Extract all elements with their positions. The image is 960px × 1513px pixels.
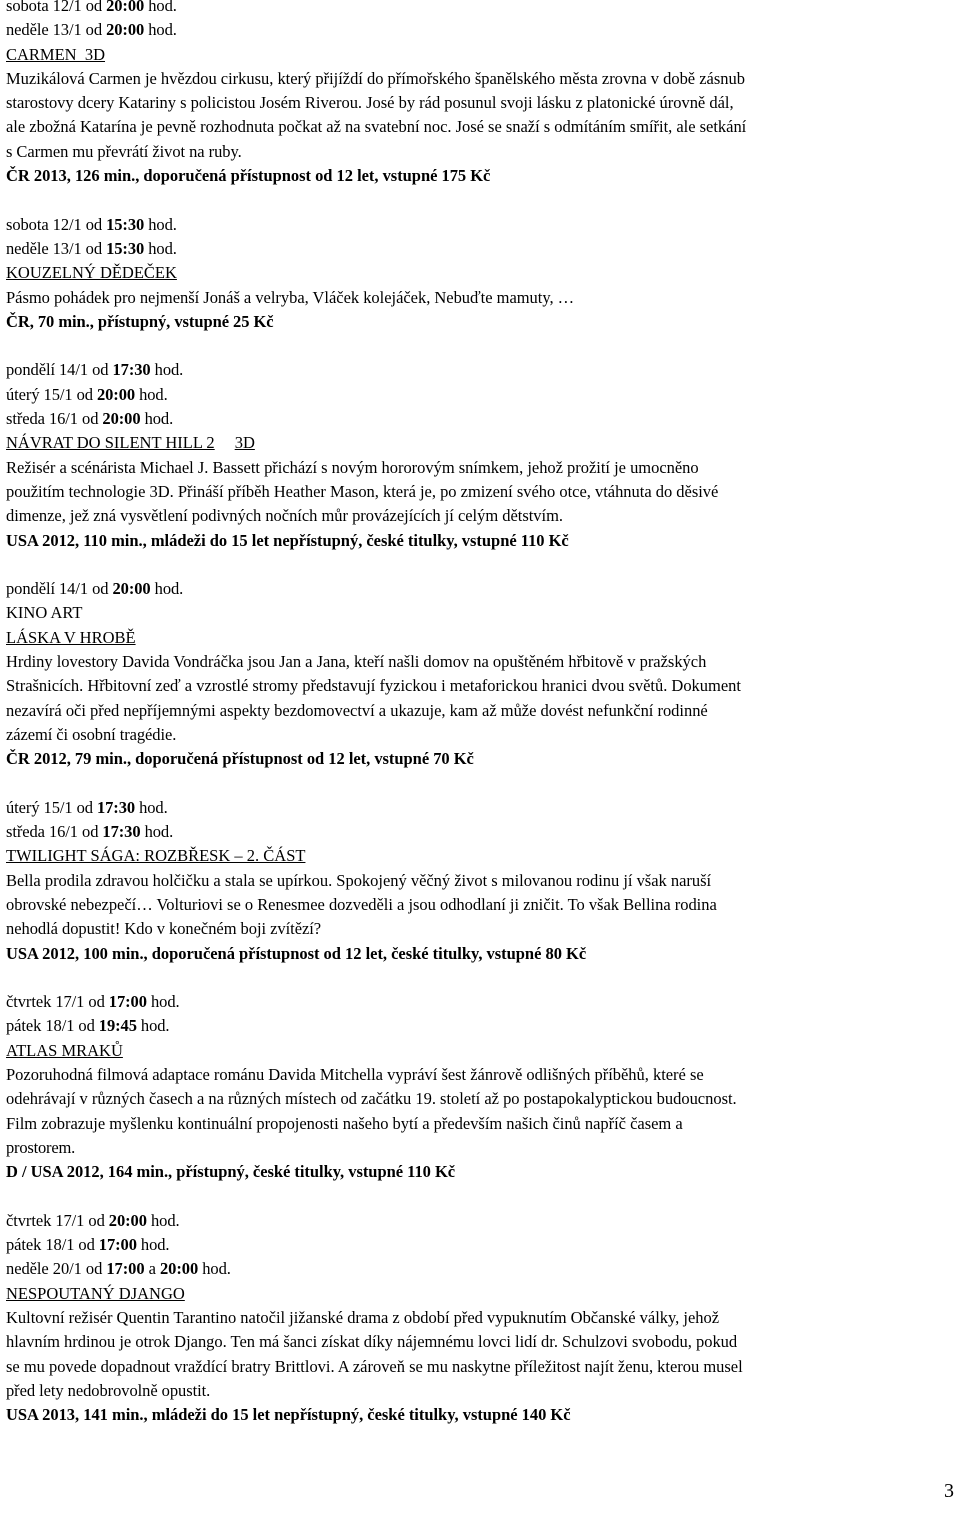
film-title: TWILIGHT SÁGA: ROZBŘESK – 2. ČÁST <box>6 846 306 866</box>
date-suffix: hod. <box>135 384 168 404</box>
date-suffix: hod. <box>150 579 184 599</box>
film-description-line: Režisér a scénárista Michael J. Bassett přichází s novým hororovým snímkem, jehož prožití je umocněno <box>6 457 699 477</box>
film-info: ČR 2013, 126 min., doporučená přístupnost od 12 let, vstupné 175 Kč <box>6 166 491 186</box>
entry-spacer <box>6 553 956 577</box>
screening-date <box>6 820 956 844</box>
date-prefix: pátek 18/1 od <box>6 1235 99 1255</box>
film-description-line: obrovské nebezpečí… Volturiovi se o Renesmee dozveděli a jsou odhodlaní ji zničit. To však Bellina rodina <box>6 894 717 914</box>
screening-date <box>6 1209 956 1233</box>
date-suffix: hod. <box>150 360 184 380</box>
entry-spacer <box>6 188 956 212</box>
screening-time: 15:30 <box>106 214 145 234</box>
date-prefix: středa 16/1 od <box>6 409 103 429</box>
film-title-row <box>6 626 956 650</box>
film-info: USA 2012, 100 min., doporučená přístupnost od 12 let, české titulky, vstupné 80 Kč <box>6 943 587 963</box>
date-suffix: hod. <box>144 214 177 234</box>
date-suffix: hod. <box>198 1259 231 1279</box>
venue-label: KINO ART <box>6 603 83 623</box>
film-description-line: Muzikálová Carmen je hvězdou cirkusu, který přijíždí do přímořského španělského města zrovna v době zásnub <box>6 68 745 88</box>
film-description-line: starostovy dcery Katariny s policistou Josém Riverou. José by rád posunul svoji lásku z platonické úrovně dál, <box>6 93 734 113</box>
film-title: KOUZELNÝ DĚDEČEK <box>6 263 177 283</box>
date-suffix: hod. <box>135 797 168 817</box>
film-description-line: Pásmo pohádek pro nejmenší Jonáš a velryba, Vláček kolejáček, Nebuďte mamuty, … <box>6 287 575 307</box>
date-prefix: pondělí 14/1 od <box>6 360 113 380</box>
date-suffix: hod. <box>140 409 174 429</box>
film-entry <box>6 0 956 188</box>
film-description-line: hlavním hrdinou je otrok Django. Ten má šanci získat díky nájemnému lovci lidí dr. Schulzovi svobodu, pokud <box>6 1332 738 1352</box>
film-description-line: Film zobrazuje myšlenku kontinuální propojenosti našeho bytí a především našich činů napříč časem a <box>6 1113 683 1133</box>
screening-date <box>6 1014 956 1038</box>
screening-date <box>6 990 956 1014</box>
date-suffix: hod. <box>144 0 177 15</box>
date-connector: a <box>144 1259 160 1279</box>
date-prefix: pátek 18/1 od <box>6 1016 99 1036</box>
screening-time: 17:00 <box>98 1235 137 1255</box>
screening-time: 17:00 <box>106 1259 145 1279</box>
film-entry <box>6 990 956 1184</box>
film-title-row <box>6 1282 956 1306</box>
film-title-row <box>6 431 956 455</box>
film-title: NESPOUTANÝ DJANGO <box>6 1283 185 1303</box>
entry-spacer <box>6 334 956 358</box>
entry-spacer <box>6 966 956 990</box>
film-format-3d: 3D <box>234 433 255 453</box>
entry-spacer <box>6 1185 956 1209</box>
screening-date <box>6 796 956 820</box>
film-description-line: dimenze, jež zná vysvětlení podivných nočních můr provázejících jí celým dětstvím. <box>6 506 563 526</box>
film-title: NÁVRAT DO SILENT HILL 2 <box>6 433 215 453</box>
screening-time: 20:00 <box>112 579 151 599</box>
screening-time: 19:45 <box>98 1016 137 1036</box>
film-title: LÁSKA V HROBĚ <box>6 627 136 647</box>
screening-time: 15:30 <box>106 238 145 258</box>
film-title: ATLAS MRAKŮ <box>6 1040 123 1060</box>
cinema-programme-page <box>6 0 956 1428</box>
film-entry <box>6 1209 956 1428</box>
date-suffix: hod. <box>136 1235 170 1255</box>
screening-date <box>6 1233 956 1257</box>
date-prefix: neděle 13/1 od <box>6 238 107 258</box>
screening-time: 20:00 <box>159 1259 199 1279</box>
date-suffix: hod. <box>140 822 174 842</box>
screening-date <box>6 358 956 382</box>
film-title-row <box>6 261 956 285</box>
screening-time: 20:00 <box>106 0 145 15</box>
date-suffix: hod. <box>144 238 177 258</box>
screening-time: 20:00 <box>96 384 136 404</box>
date-prefix: středa 16/1 od <box>6 822 103 842</box>
film-info: ČR 2012, 79 min., doporučená přístupnost od 12 let, vstupné 70 Kč <box>6 749 474 769</box>
film-description-line: před lety nedobrovolně opustit. <box>6 1380 211 1400</box>
screening-time: 20:00 <box>102 409 141 429</box>
film-entry <box>6 358 956 552</box>
film-description-line: Pozoruhodná filmová adaptace románu Davida Mitchella vypráví šest žánrově odlišných příběhů, které se <box>6 1065 704 1085</box>
screening-time: 20:00 <box>106 20 145 40</box>
screening-date <box>6 237 956 261</box>
date-prefix: neděle 20/1 od <box>6 1259 107 1279</box>
film-description-line: Strašnicích. Hřbitovní zeď a vzrostlé stromy představují fyzickou i metaforickou hranici dvou světů. Dokument <box>6 676 741 696</box>
date-suffix: hod. <box>136 1016 170 1036</box>
film-title-row <box>6 43 956 67</box>
film-description-line: se mu povede dopadnout vraždící bratry Brittlovi. A zároveň se mu naskytne příležitost najít ženu, kterou musel <box>6 1356 743 1376</box>
film-description-line: odehrávají v různých časech a na různých místech od začátku 19. století až po postapokalyptickou budoucnost. <box>6 1089 737 1109</box>
screening-date <box>6 407 956 431</box>
date-prefix: sobota 12/1 od <box>6 214 107 234</box>
screening-date <box>6 213 956 237</box>
date-prefix: čtvrtek 17/1 od <box>6 992 109 1012</box>
screening-time: 17:30 <box>112 360 151 380</box>
entry-spacer <box>6 772 956 796</box>
film-description-line: s Carmen mu převrátí život na ruby. <box>6 141 242 161</box>
screening-time: 17:30 <box>102 822 141 842</box>
film-description-line: použitím technologie 3D. Přináší příběh Heather Mason, která je, po zmizení svého otce, vtáhnuta do děsivé <box>6 481 719 501</box>
date-prefix: pondělí 14/1 od <box>6 579 113 599</box>
film-info: USA 2012, 110 min., mládeži do 15 let nepřístupný, české titulky, vstupné 110 Kč <box>6 530 569 550</box>
film-description-line: Hrdiny lovestory Davida Vondráčka jsou Jan a Jana, kteří našli domov na opuštěném hřbitově v pražských <box>6 652 707 672</box>
film-info: D / USA 2012, 164 min., přístupný, české titulky, vstupné 110 Kč <box>6 1162 456 1182</box>
date-suffix: hod. <box>146 1210 180 1230</box>
screening-date <box>6 1257 956 1281</box>
screening-time: 17:00 <box>108 992 147 1012</box>
date-prefix: čtvrtek 17/1 od <box>6 1210 109 1230</box>
film-info: USA 2013, 141 min., mládeži do 15 let nepřístupný, české titulky, vstupné 140 Kč <box>6 1405 571 1425</box>
film-description-line: zázemí či osobní tragédie. <box>6 724 177 744</box>
screening-time: 17:30 <box>96 797 136 817</box>
date-prefix: neděle 13/1 od <box>6 20 107 40</box>
film-description-line: Kultovní režisér Quentin Tarantino natočil jižanské drama z období před vypuknutím Občanské války, jehož <box>6 1308 720 1328</box>
date-prefix: úterý 15/1 od <box>6 384 97 404</box>
page-number: 3 <box>944 1480 954 1502</box>
date-prefix: úterý 15/1 od <box>6 797 97 817</box>
screening-time: 20:00 <box>108 1210 147 1230</box>
film-entry <box>6 213 956 334</box>
film-title: CARMEN 3D <box>6 44 106 64</box>
film-info: ČR, 70 min., přístupný, vstupné 25 Kč <box>6 311 274 331</box>
film-description-line: nezavírá oči před nepříjemnými aspekty bezdomovectví a ukazuje, kam až může dovést nefunkční rodinné <box>6 700 708 720</box>
screening-date <box>6 577 956 601</box>
date-suffix: hod. <box>144 20 177 40</box>
film-description-line: ale zbožná Katarína je pevně rozhodnuta počkat až na svatební noc. José se snaží s odmítáním smířit, ale setkání <box>6 117 747 137</box>
film-title-row <box>6 844 956 868</box>
date-suffix: hod. <box>146 992 180 1012</box>
film-description-line: Bella prodila zdravou holčičku a stala se upírkou. Spokojený věčný život s milovanou rodinu jí však naruší <box>6 870 712 890</box>
screening-date <box>6 0 956 18</box>
film-description-line: prostorem. <box>6 1137 76 1157</box>
film-title-row <box>6 1039 956 1063</box>
date-prefix: sobota 12/1 od <box>6 0 107 15</box>
screening-date <box>6 18 956 42</box>
film-entry <box>6 796 956 966</box>
film-description-line: nehodlá dopustit! Kdo v konečném boji zvítězí? <box>6 919 322 939</box>
screening-date <box>6 383 956 407</box>
film-entry <box>6 577 956 771</box>
